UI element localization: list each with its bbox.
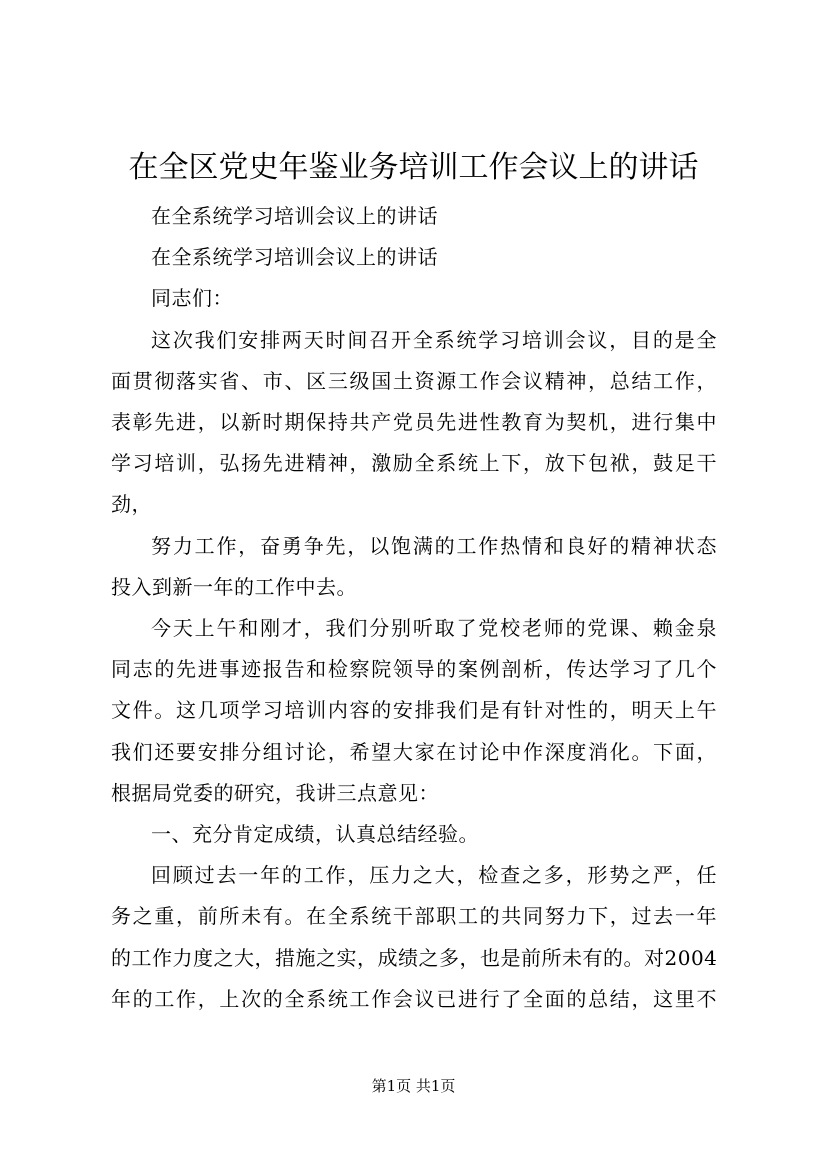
text-line: 劲，	[111, 492, 152, 517]
text-line: 努力工作，奋勇争先，以饱满的工作热情和良好的精神状态	[151, 533, 717, 558]
text-line: 我们还要安排分组讨论，希望大家在讨论中作深度消化。下面，	[111, 739, 717, 764]
text-line: 这次我们安排两天时间召开全系统学习培训会议，目的是全	[151, 327, 717, 352]
text-line: 学习培训，弘扬先进精神，激励全系统上下，放下包袱，鼓足干	[111, 451, 717, 476]
text-line: 一、充分肯定成绩，认真总结经验。	[151, 822, 479, 847]
text-line: 年的工作，上次的全系统工作会议已进行了全面的总结，这里不	[111, 986, 717, 1011]
text-line: 今天上午和刚才，我们分别听取了党校老师的党课、赖金泉	[151, 616, 717, 641]
page-footer: 第1页 共1页	[371, 1077, 456, 1095]
salutation: 同志们：	[151, 286, 233, 311]
document-title: 在全区党史年鉴业务培训工作会议上的讲话	[128, 150, 699, 185]
text-line: 投入到新一年的工作中去。	[111, 574, 357, 599]
subtitle-line: 在全系统学习培训会议上的讲话	[151, 204, 438, 228]
text-line: 面贯彻落实省、市、区三级国土资源工作会议精神，总结工作，	[111, 368, 717, 393]
text-line: 务之重，前所未有。在全系统干部职工的共同努力下，过去一年	[111, 904, 717, 929]
text-line: 同志的先进事迹报告和检察院领导的案例剖析，传达学习了几个	[111, 657, 717, 682]
document-body	[111, 196, 717, 1020]
text-line: 表彰先进，以新时期保持共产党员先进性教育为契机，进行集中	[111, 410, 717, 435]
text-line: 根据局党委的研究，我讲三点意见：	[111, 780, 439, 805]
paragraph	[111, 608, 717, 814]
text-line: 的工作力度之大，措施之实，成绩之多，也是前所未有的。对2004	[111, 945, 718, 970]
paragraph	[111, 320, 717, 526]
paragraph	[111, 526, 717, 608]
paragraph	[111, 855, 717, 1020]
subtitle-line: 在全系统学习培训会议上的讲话	[151, 245, 438, 270]
text-line: 文件。这几项学习培训内容的安排我们是有针对性的，明天上午	[111, 698, 717, 723]
section-heading	[111, 814, 717, 855]
text-line: 回顾过去一年的工作，压力之大，检查之多，形势之严，任	[151, 863, 717, 888]
